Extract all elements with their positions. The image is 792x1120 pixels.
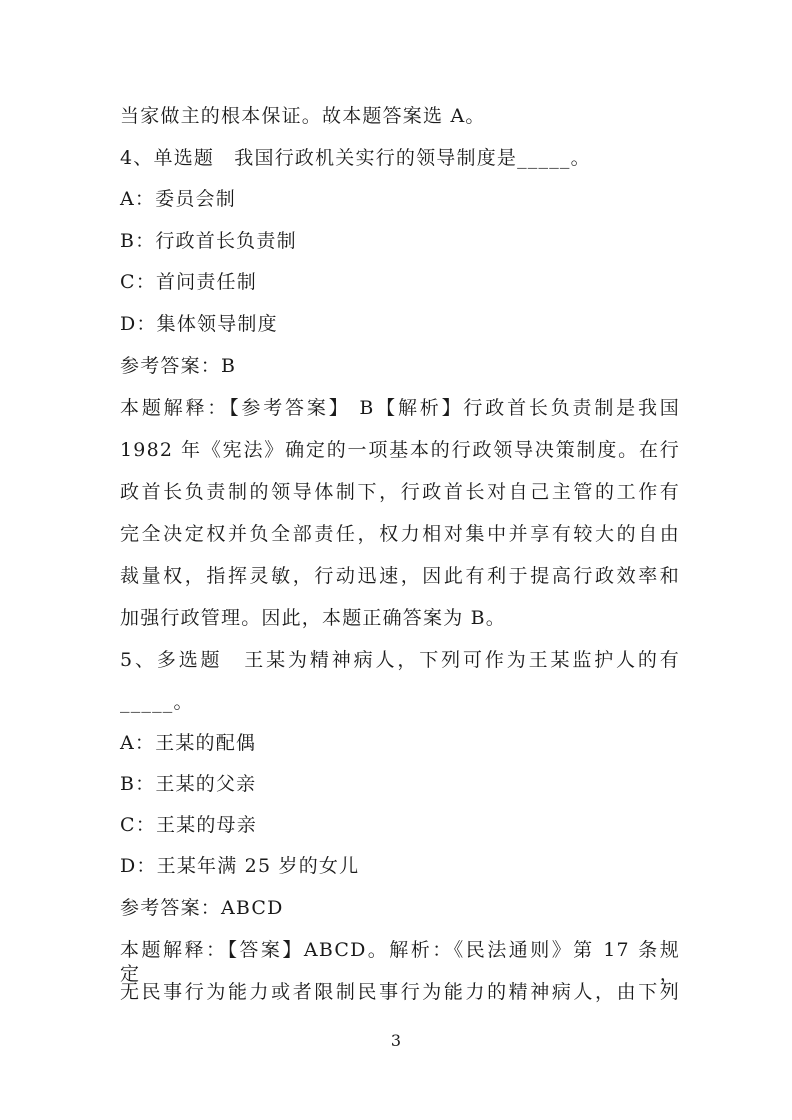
question-5-option-b: B：王某的父亲 (120, 773, 257, 795)
question-4-explanation-line-3: 政首长负责制的领导体制下，行政首长对自己主管的工作有 (120, 481, 680, 503)
question-4-explanation-line-2: 1982 年《宪法》确定的一项基本的行政领导决策制度。在行 (120, 439, 680, 461)
question-4-option-b: B：行政首长负责制 (120, 230, 297, 252)
question-5-explanation-line-2: 无民事行为能力或者限制民事行为能力的精神病人，由下列 (120, 981, 680, 1003)
question-4-explanation-line-1: 本题解释：【参考答案】 B【解析】行政首长负责制是我国 (120, 397, 680, 419)
question-5-stem-line-1: 5、多选题 王某为精神病人，下列可作为王某监护人的有 (120, 649, 680, 671)
page-number: 3 (390, 1031, 402, 1050)
question-4-answer: 参考答案：B (120, 355, 237, 377)
question-4-explanation-line-6: 加强行政管理。因此，本题正确答案为 B。 (120, 607, 507, 629)
question-4-option-c: C：首问责任制 (120, 271, 257, 293)
text-line-previous-answer: 当家做主的根本保证。故本题答案选 A。 (120, 105, 486, 127)
question-4-option-d: D：集体领导制度 (120, 313, 278, 335)
question-5-stem-line-2: _____。 (120, 691, 194, 713)
question-4-stem: 4、单选题 我国行政机关实行的领导制度是_____。 (120, 147, 591, 169)
question-5-explanation-line-1: 本题解释：【答案】ABCD。解析：《民法通则》第 17 条规定， (120, 939, 680, 985)
question-5-option-a: A：王某的配偶 (120, 732, 257, 754)
question-5-option-d: D：王某年满 25 岁的女儿 (120, 855, 360, 877)
question-4-option-a: A：委员会制 (120, 188, 236, 210)
question-5-answer: 参考答案：ABCD (120, 897, 284, 919)
question-5-option-c: C：王某的母亲 (120, 814, 257, 836)
question-4-explanation-line-4: 完全决定权并负全部责任，权力相对集中并享有较大的自由 (120, 523, 680, 545)
question-4-explanation-line-5: 裁量权，指挥灵敏，行动迅速，因此有利于提高行政效率和 (120, 565, 680, 587)
